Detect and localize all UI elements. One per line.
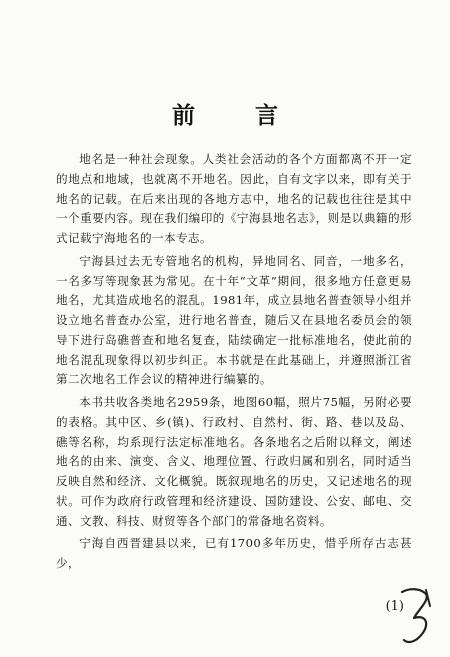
paragraph-3: 本书共收各类地名2959条，地图60幅，照片75幅，另附必要的表格。其中区、乡(镇)、行政村、自然村、街、路、巷以及岛、礁等名称，均系现行法定标准地名。各条地名之后附以释文，阐述地名的由来、演变、含义、地理位置、行政归属和别名，同时适当反映自然和经济、文化概貌。既叙现地名的历史，又记述地名的现状。可作为政府行政管理和经济建设、国防建设、公安、邮电、交通、文教、科技、财贸等各个部门的常备地名资料。 <box>56 395 412 528</box>
paragraph-4: 宁海自西晋建县以来，已有1700多年历史，惜乎所存古志甚少， <box>56 536 412 570</box>
page-title: 前 言 <box>171 102 304 129</box>
paragraph-2: 宁海县过去无专管地名的机构，异地同名、同音，一地多名，一名多写等现象甚为常见。在十年“文革”期间，很多地方任意更易地名，尤其造成地名的混乱。1981年，成立县地名普查领导小组并设立地名普查办公室，进行地名普查，随后又在县地名委员会的领导下进行岛礁普查和地名复查，陆续确定一批标准地名，使此前的地名混乱现象得以初步纠正。本书就是在此基础上，并遵照浙江省第二次地名工作会议的精神进行编纂的。 <box>56 253 412 387</box>
paragraph-1: 地名是一种社会现象。人类社会活动的各个方面都离不开一定的地点和地域，也就离不开地名。因此，自有文字以来，即有关于地名的记载。在后来出现的各地方志中，地名的记载也往往是其中一个重要内容。现在我们编印的《宁海县地名志》，则是以典籍的形式记载宁海地名的一本专志。 <box>56 152 412 245</box>
body-text <box>56 150 412 577</box>
handwritten-mark <box>396 584 436 652</box>
page-number: (1) <box>385 599 404 614</box>
